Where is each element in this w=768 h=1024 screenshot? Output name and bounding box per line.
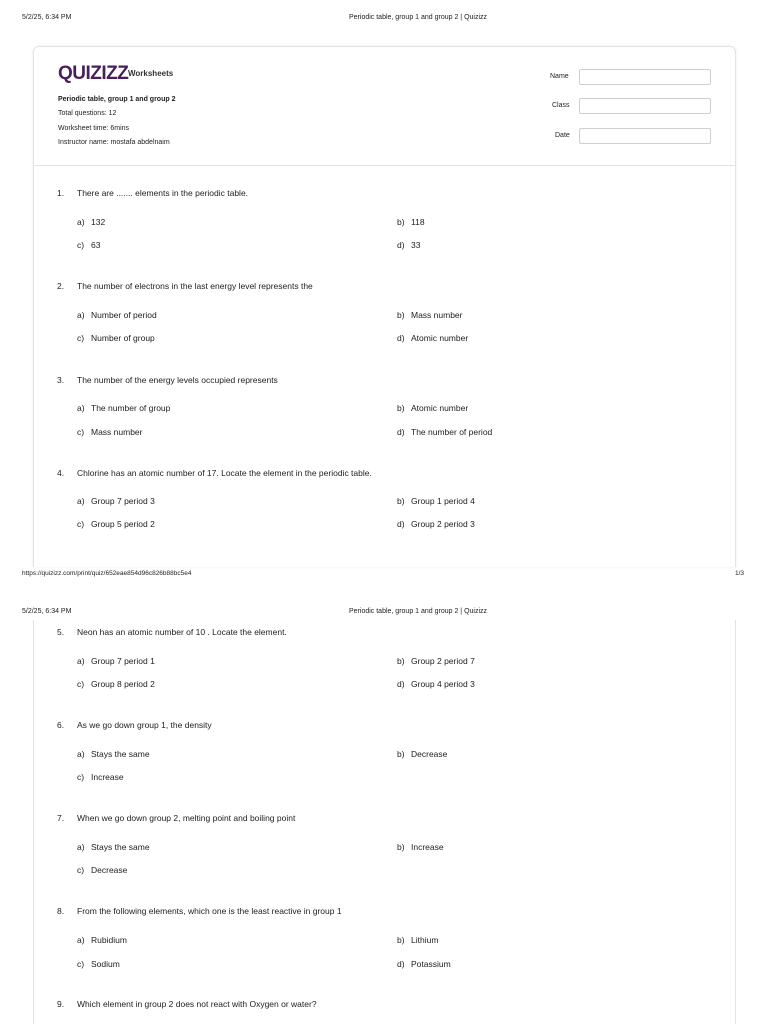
question-text: Neon has an atomic number of 10 . Locate the element.	[77, 627, 287, 637]
question-number: 3.	[57, 375, 65, 385]
print-header	[0, 14, 768, 28]
option-6a: a) Stays the same	[77, 749, 150, 759]
question-text: There are ....... elements in the periodic table.	[77, 188, 249, 198]
instructor-name: Instructor name: mostafa abdelnaim	[58, 139, 170, 146]
print-title: Periodic table, group 1 and group 2 | Quizizz	[349, 608, 488, 615]
option-7b: b) Increase	[397, 842, 444, 852]
name-field[interactable]	[579, 69, 711, 85]
option-8d: d) Potassium	[397, 959, 451, 969]
option-3c: c) Mass number	[77, 427, 143, 437]
total-questions: Total questions: 12	[58, 110, 117, 117]
option-4a: a) Group 7 period 3	[77, 496, 155, 506]
worksheet-time: Worksheet time: 6mins	[58, 125, 130, 132]
option-1c: c) 63	[77, 240, 101, 250]
option-4b: b) Group 1 period 4	[397, 496, 475, 506]
question-number: 4.	[57, 468, 65, 478]
worksheet-card	[33, 46, 736, 567]
print-title: Periodic table, group 1 and group 2 | Quizizz	[349, 14, 488, 21]
question-number: 8.	[57, 906, 65, 916]
option-1a: a) 132	[77, 217, 106, 227]
question-text: The number of electrons in the last energy level represents the	[77, 281, 313, 291]
logo-subtitle: Worksheets	[128, 69, 174, 78]
option-5c: c) Group 8 period 2	[77, 679, 155, 689]
question-number: 7.	[57, 813, 65, 823]
option-2c: c) Number of group	[77, 333, 155, 343]
option-6b: b) Decrease	[397, 749, 448, 759]
question-text: Chlorine has an atomic number of 17. Locate the element in the periodic table.	[77, 468, 372, 478]
option-8a: a) Rubidium	[77, 935, 127, 945]
option-7a: a) Stays the same	[77, 842, 150, 852]
worksheet-title: Periodic table, group 1 and group 2	[58, 96, 176, 103]
worksheet-header	[34, 47, 735, 166]
question-text: When we go down group 2, melting point and boiling point	[77, 813, 296, 823]
question-text: From the following elements, which one is the least reactive in group 1	[77, 906, 342, 916]
option-2a: a) Number of period	[77, 310, 157, 320]
class-label: Class	[552, 102, 570, 109]
question-3	[57, 375, 278, 385]
option-4c: c) Group 5 period 2	[77, 519, 155, 529]
question-4	[57, 468, 372, 478]
question-6	[57, 720, 212, 730]
class-field[interactable]	[579, 98, 711, 114]
question-number: 9.	[57, 999, 65, 1009]
option-1b: b) 118	[397, 217, 425, 227]
option-5a: a) Group 7 period 1	[77, 656, 155, 666]
question-number: 1.	[57, 188, 65, 198]
question-9	[57, 999, 317, 1009]
option-5d: d) Group 4 period 3	[397, 679, 475, 689]
question-text: As we go down group 1, the density	[77, 720, 212, 730]
print-datetime: 5/2/25, 6:34 PM	[22, 14, 72, 21]
question-text: The number of the energy levels occupied represents	[77, 375, 278, 385]
name-label: Name	[550, 73, 569, 80]
page-number: 1/3	[734, 570, 744, 577]
option-5b: b) Group 2 period 7	[397, 656, 475, 666]
option-2b: b) Mass number	[397, 310, 463, 320]
option-4d: d) Group 2 period 3	[397, 519, 475, 529]
date-label: Date	[555, 132, 570, 139]
quizizz-logo: QUIZIZZ	[58, 63, 129, 84]
option-2d: d) Atomic number	[397, 333, 469, 343]
question-7	[57, 813, 295, 823]
option-7c: c) Decrease	[77, 865, 128, 875]
print-footer	[0, 570, 768, 582]
question-number: 2.	[57, 281, 65, 291]
option-3b: b) Atomic number	[397, 403, 469, 413]
question-number: 6.	[57, 720, 65, 730]
option-3a: a) The number of group	[77, 403, 171, 413]
option-8b: b) Lithium	[397, 935, 439, 945]
option-6c: c) Increase	[77, 772, 124, 782]
question-2	[57, 281, 313, 291]
option-3d: d) The number of period	[397, 427, 493, 437]
date-field[interactable]	[579, 128, 711, 144]
question-text: Which element in group 2 does not react with Oxygen or water?	[77, 999, 317, 1009]
print-url: https://quizizz.com/print/quiz/652eae854d96c826b88bc5e4	[22, 570, 192, 577]
question-1	[57, 188, 248, 198]
option-1d: d) 33	[397, 240, 421, 250]
print-datetime: 5/2/25, 6:34 PM	[22, 608, 72, 615]
question-number: 5.	[57, 627, 65, 637]
option-8c: c) Sodium	[77, 959, 120, 969]
question-5	[57, 627, 287, 637]
question-8	[57, 906, 342, 916]
